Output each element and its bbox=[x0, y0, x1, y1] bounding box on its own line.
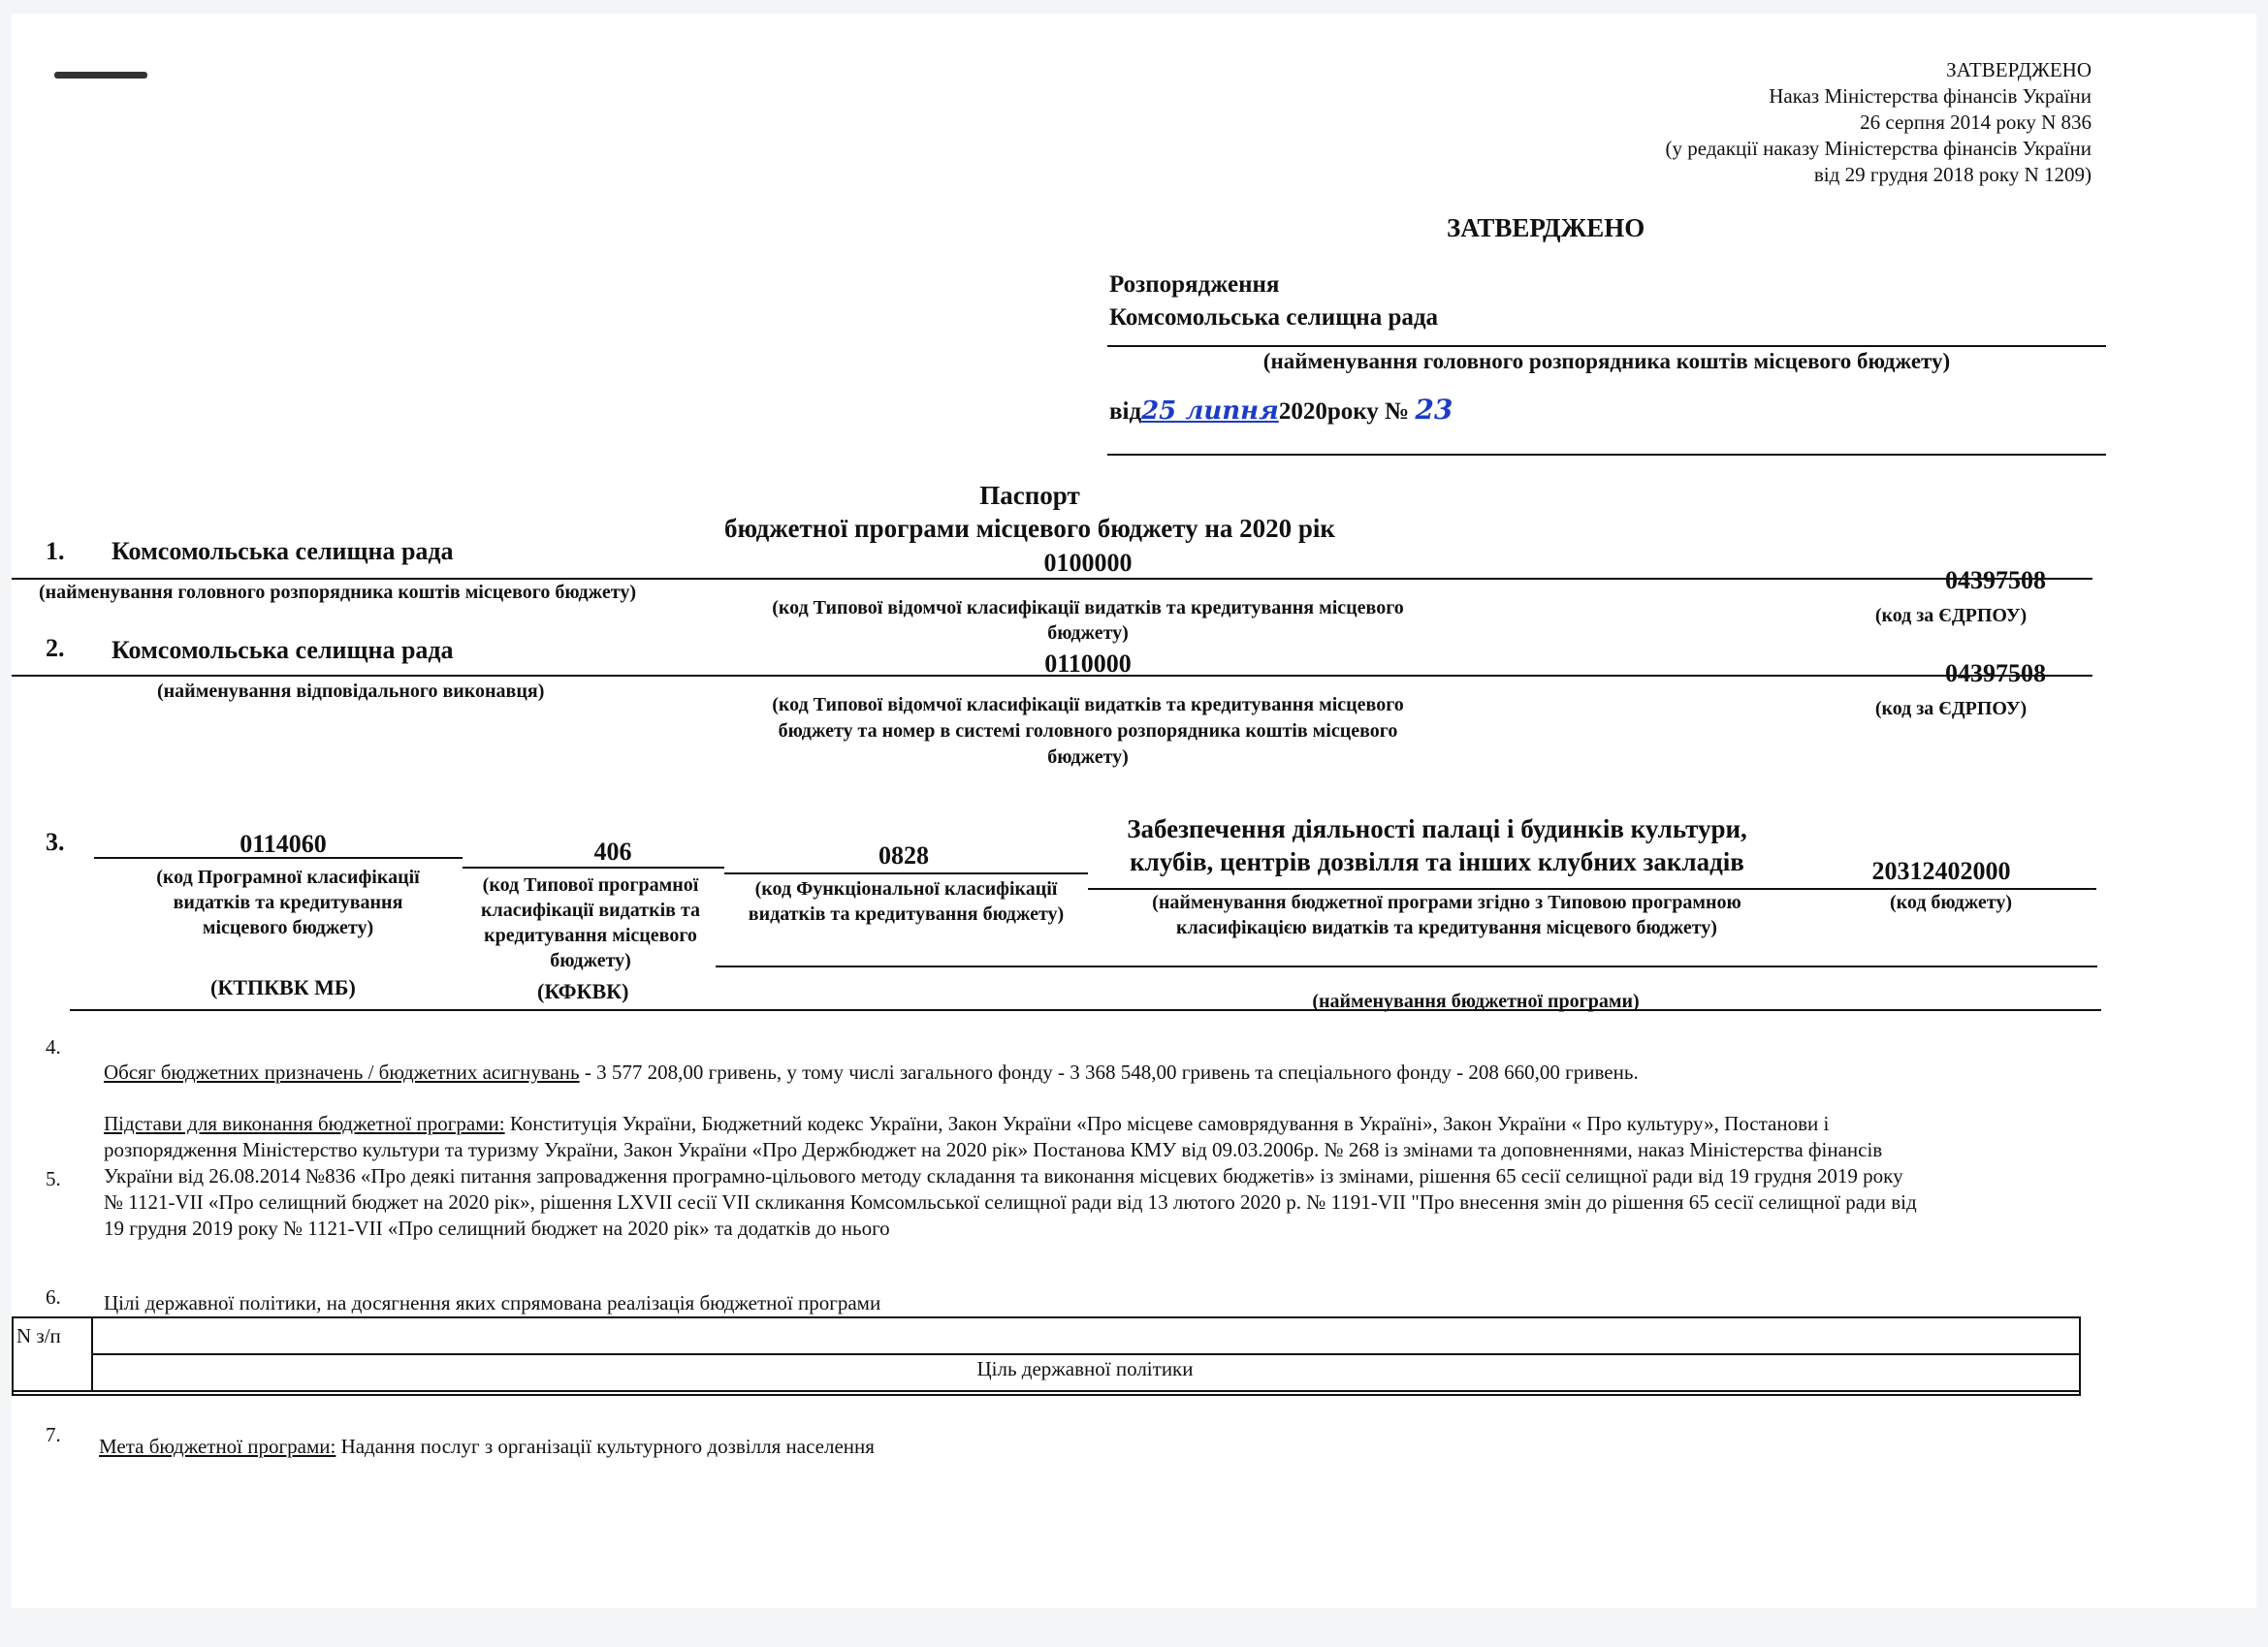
pen-stroke-mark bbox=[54, 72, 147, 79]
item4-text: - 3 577 208,00 гривень, у тому числі загального фонду - 3 368 548,00 гривень та спеціального фонду - 208 660,00 гривень. bbox=[579, 1061, 1639, 1084]
document-sheet bbox=[12, 14, 2256, 1608]
item3-program-name bbox=[1098, 812, 1776, 878]
item3-ktpkvk-caption bbox=[104, 865, 472, 940]
handwritten-date: 25 липня bbox=[1141, 396, 1279, 426]
item2-name: Комсомольська селищна рада bbox=[112, 636, 454, 664]
item3-tpkvk: 406 bbox=[593, 838, 632, 866]
caption-line: класифікації видатків та bbox=[480, 900, 701, 921]
rule bbox=[716, 966, 2097, 967]
item1-code-caption bbox=[729, 595, 1447, 646]
item3-program-line-caption: (найменування бюджетної програми) bbox=[1312, 991, 1640, 1012]
approval-line: ЗАТВЕРДЖЕНО bbox=[1946, 58, 2092, 81]
caption-line: класифікацією видатків та кредитування місцевого бюджету) bbox=[1176, 917, 1717, 938]
item5-line: № 1121-VII «Про селищний бюджет на 2020 рік», рішення LXVII сесії VII скликання Комсомльської селищної ради від 13 лютого 2020 р. № 1191-VII "Про внесення змін до рішення 65 сесії селищної ради від bbox=[104, 1190, 1917, 1214]
item5-label: Підстави для виконання бюджетної програми: bbox=[104, 1112, 505, 1135]
item3-fkvk-caption bbox=[724, 876, 1088, 927]
item5-line-text: Конституція України, Бюджетний кодекс України, Закон України «Про місцеве самоврядування в Україні», Закон України « Про культуру», Постанови і bbox=[504, 1112, 1830, 1135]
handwritten-number: 23 bbox=[1415, 394, 1453, 426]
item3-number: 3. bbox=[46, 828, 65, 856]
item3-fkvk: 0828 bbox=[878, 841, 929, 870]
item2-code: 0110000 bbox=[1044, 649, 1132, 678]
rule bbox=[1107, 454, 2106, 456]
rule bbox=[94, 857, 463, 859]
date-prefix: від bbox=[1109, 398, 1142, 425]
table-row-divider bbox=[91, 1353, 2079, 1355]
table-header-num: N з/п bbox=[16, 1324, 61, 1347]
program-name-line: Забезпечення діяльності палаці і будинків культури, bbox=[1127, 814, 1747, 843]
item3-tpkvk-abbr: (КФКВК) bbox=[537, 979, 629, 1003]
program-name-line: клубів, центрів дозвілля та інших клубних закладів bbox=[1130, 847, 1744, 876]
item6-text: Цілі державної політики, на досягнення яких спрямована реалізація бюджетної програми bbox=[104, 1291, 881, 1314]
item2-code-caption bbox=[729, 692, 1447, 771]
approval-doc-type: Розпорядження bbox=[1109, 271, 1280, 298]
item3-budget-code-caption: (код бюджету) bbox=[1889, 892, 2013, 913]
passport-subtitle: бюджетної програми місцевого бюджету на 2020 рік bbox=[724, 514, 1335, 543]
approval-title: ЗАТВЕРДЖЕНО bbox=[1447, 213, 1645, 242]
rule bbox=[463, 867, 724, 869]
item4-label: Обсяг бюджетних призначень / бюджетних асигнувань bbox=[104, 1061, 580, 1084]
approval-org: Комсомольська селищна рада bbox=[1109, 304, 1439, 331]
rule bbox=[1107, 345, 2106, 347]
caption-line: місцевого бюджету) bbox=[202, 917, 374, 938]
approval-line: Наказ Міністерства фінансів України bbox=[1769, 84, 2092, 108]
item2-edrpou-caption: (код за ЄДРПОУ) bbox=[1874, 698, 2028, 719]
item6-number: 6. bbox=[46, 1285, 61, 1309]
item5-text-block bbox=[104, 1111, 1917, 1242]
item5-line bbox=[104, 1111, 1917, 1137]
caption-line: (код Типової програмної bbox=[482, 874, 699, 896]
approval-date bbox=[1109, 394, 1453, 426]
item2-number: 2. bbox=[46, 634, 65, 662]
item3-program-caption bbox=[1098, 890, 1796, 940]
item5-number: 5. bbox=[46, 1167, 61, 1190]
item2-edrpou: 04397508 bbox=[1945, 659, 2046, 687]
table-header-goal: Ціль державної політики bbox=[976, 1357, 1194, 1380]
approval-line: (у редакції наказу Міністерства фінансів України bbox=[1665, 137, 2092, 160]
caption-line: (код Функціональної класифікації bbox=[754, 878, 1058, 900]
caption-line: бюджету) bbox=[1047, 746, 1129, 768]
caption-line: видатків та кредитування бюджету) bbox=[748, 903, 1065, 925]
item1-edrpou-caption: (код за ЄДРПОУ) bbox=[1874, 605, 2028, 626]
approval-block-top bbox=[1665, 57, 2092, 188]
item3-ktpkvk-abbr: (КТПКВК МБ) bbox=[210, 975, 356, 999]
item7-number: 7. bbox=[46, 1423, 61, 1446]
policy-goals-table bbox=[12, 1316, 2081, 1396]
item5-line: розпорядження Міністерство культури та туризму України, Закон України «Про Держбюджет на 2020 рік» Постанова КМУ від 09.03.2006р. № 268 із змінами та доповненнями, наказ Міністерства фінансів bbox=[104, 1138, 1883, 1161]
date-suffix: 2020року № bbox=[1278, 398, 1410, 425]
item1-code: 0100000 bbox=[1043, 549, 1133, 577]
caption-line: (код Типової відомчої класифікації видатків та кредитування місцевого bbox=[772, 597, 1404, 618]
item3-ktpkvk: 0114060 bbox=[240, 830, 327, 858]
item7-line bbox=[99, 1435, 875, 1459]
table-row-divider bbox=[12, 1390, 2079, 1392]
item1-edrpou: 04397508 bbox=[1945, 566, 2046, 594]
item3-tpkvk-caption bbox=[460, 872, 721, 973]
item4-number: 4. bbox=[46, 1035, 61, 1059]
item7-label: Мета бюджетної програми: bbox=[99, 1435, 336, 1458]
rule bbox=[724, 872, 1088, 874]
caption-line: бюджету та номер в системі головного розпорядника коштів місцевого bbox=[778, 720, 1398, 742]
caption-line: видатків та кредитування bbox=[173, 892, 403, 913]
caption-line: бюджету) bbox=[550, 950, 631, 971]
caption-line: (код Типової відомчої класифікації видатків та кредитування місцевого bbox=[772, 694, 1404, 715]
caption-line: бюджету) bbox=[1047, 622, 1129, 644]
passport-title: Паспорт bbox=[979, 481, 1080, 510]
approval-line: 26 серпня 2014 року N 836 bbox=[1860, 111, 2092, 134]
approval-line: від 29 грудня 2018 року N 1209) bbox=[1813, 163, 2092, 186]
rule bbox=[12, 578, 2092, 580]
item5-line: України від 26.08.2014 №836 «Про деякі питання запровадження програмно-цільового методу складання та виконання місцевих бюджетів» із змінами, рішення 65 сесії селищної ради від 19 грудня 2019 року bbox=[104, 1164, 1903, 1188]
rule bbox=[70, 1009, 2101, 1011]
item5-line: 19 грудня 2019 року № 1121-VII «Про селищний бюджет на 2020 рік» та додатків до нього bbox=[104, 1217, 890, 1240]
approval-org-caption: (найменування головного розпорядника коштів місцевого бюджету) bbox=[1262, 349, 1951, 373]
caption-line: (код Програмної класифікації bbox=[156, 867, 420, 888]
item2-name-caption: (найменування відповідального виконавця) bbox=[157, 681, 545, 702]
item3-budget-code: 20312402000 bbox=[1871, 857, 2011, 885]
item1-name-caption: (найменування головного розпорядника коштів місцевого бюджету) bbox=[39, 582, 636, 603]
item1-name: Комсомольська селищна рада bbox=[112, 537, 454, 565]
item4-line bbox=[104, 1061, 1639, 1085]
caption-line: (найменування бюджетної програми згідно з Типовою програмною bbox=[1152, 892, 1741, 913]
item7-text: Надання послуг з організації культурного дозвілля населення bbox=[335, 1435, 875, 1458]
item1-number: 1. bbox=[46, 537, 65, 565]
rule bbox=[12, 675, 2092, 677]
caption-line: кредитування місцевого bbox=[484, 925, 697, 946]
